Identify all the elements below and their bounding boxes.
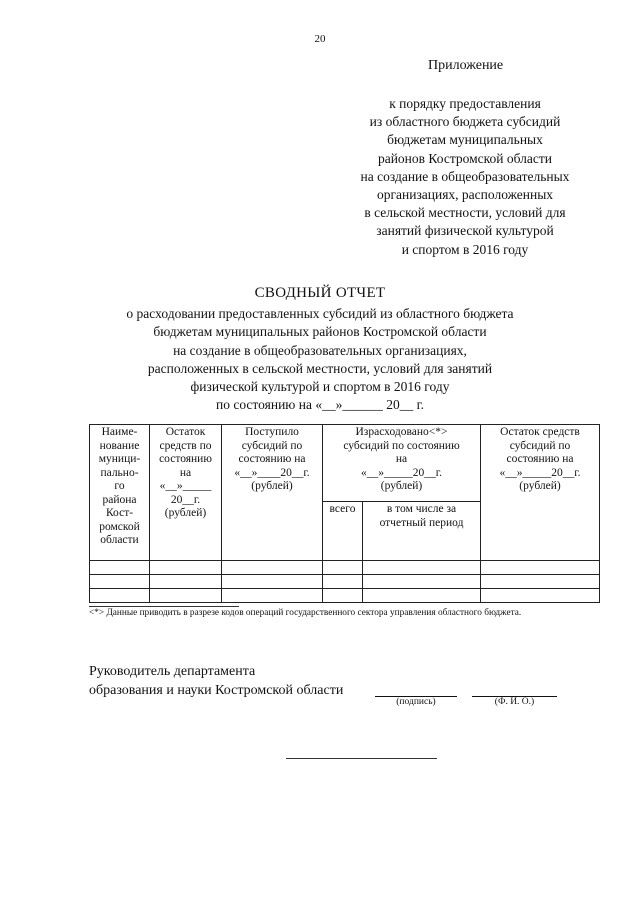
report-line: на создание в общеобразовательных организациях,	[173, 342, 467, 358]
report-line: по состоянию на «__»______ 20__ г.	[216, 397, 424, 413]
table-cell[interactable]	[363, 561, 481, 575]
table-cell[interactable]	[363, 575, 481, 589]
report-subtitle	[0, 305, 640, 415]
table-cell[interactable]	[150, 589, 222, 603]
appendix-line: и спортом в 2016 году	[401, 241, 529, 257]
page-number: 20	[314, 33, 326, 45]
table-row	[90, 589, 600, 603]
report-line: бюджетам муниципальных районов Костромской области	[153, 324, 487, 340]
footnote: <*> Данные приводить в разрезе кодов операций государственного сектора управления областного бюджета.	[89, 608, 522, 618]
header-spent: Израсходовано<*> субсидий по состоянию на «__»_____20__г. (рублей)	[323, 425, 481, 502]
appendix-line: в сельской местности, условий для	[364, 205, 566, 221]
appendix-line: районов Костромской области	[377, 150, 553, 166]
signature-caption: (подпись)	[396, 697, 436, 707]
header-spent-total: всего	[323, 502, 363, 561]
header-opening-balance: Остаток средств по состоянию на «__»_____ 20__г. (рублей)	[150, 425, 222, 561]
table-cell[interactable]	[481, 561, 600, 575]
name-caption: (Ф. И. О.)	[494, 697, 535, 707]
table-row	[90, 575, 600, 589]
appendix-line: бюджетам муниципальных	[387, 132, 543, 148]
table-cell[interactable]	[222, 575, 323, 589]
table-cell[interactable]	[90, 561, 150, 575]
appendix-line: занятий физической культурой	[376, 223, 554, 239]
signature-position-line2: образования и науки Костромской области	[89, 683, 344, 698]
table-cell[interactable]	[323, 561, 363, 575]
table-cell[interactable]	[363, 589, 481, 603]
table-cell[interactable]	[323, 575, 363, 589]
appendix-line: организациях, расположенных	[376, 187, 554, 203]
table-cell[interactable]	[90, 589, 150, 603]
header-district: Наиме- нование муници- пально- го района Кост- ромской области	[90, 425, 150, 561]
table-cell[interactable]	[150, 575, 222, 589]
table-cell[interactable]	[323, 589, 363, 603]
report-line: физической культурой и спортом в 2016 году	[190, 379, 450, 395]
header-closing-balance: Остаток средств субсидий по состоянию на «__»_____20__г. (рублей)	[481, 425, 600, 561]
table-cell[interactable]	[90, 575, 150, 589]
table-row	[90, 561, 600, 575]
header-spent-period: в том числе за отчетный период	[363, 502, 481, 561]
appendix-subtitle	[340, 95, 590, 259]
report-table	[89, 424, 600, 603]
header-received: Поступило субсидий по состоянию на «__»____20__г. (рублей)	[222, 425, 323, 561]
table-cell[interactable]	[150, 561, 222, 575]
report-line: расположенных в сельской местности, условий для занятий	[147, 360, 493, 376]
appendix-title: Приложение	[428, 58, 504, 73]
appendix-line: к порядку предоставления	[389, 96, 541, 111]
appendix-line: из областного бюджета субсидий	[369, 114, 561, 130]
closing-divider	[286, 758, 437, 759]
signature-position-line1: Руководитель департамента	[89, 664, 256, 679]
table-cell[interactable]	[481, 575, 600, 589]
appendix-line: на создание в общеобразовательных	[360, 168, 570, 184]
report-line: о расходовании предоставленных субсидий из областного бюджета	[126, 306, 514, 321]
table-cell[interactable]	[222, 589, 323, 603]
report-title: СВОДНЫЙ ОТЧЕТ	[254, 285, 386, 301]
table-cell[interactable]	[481, 589, 600, 603]
table-cell[interactable]	[222, 561, 323, 575]
